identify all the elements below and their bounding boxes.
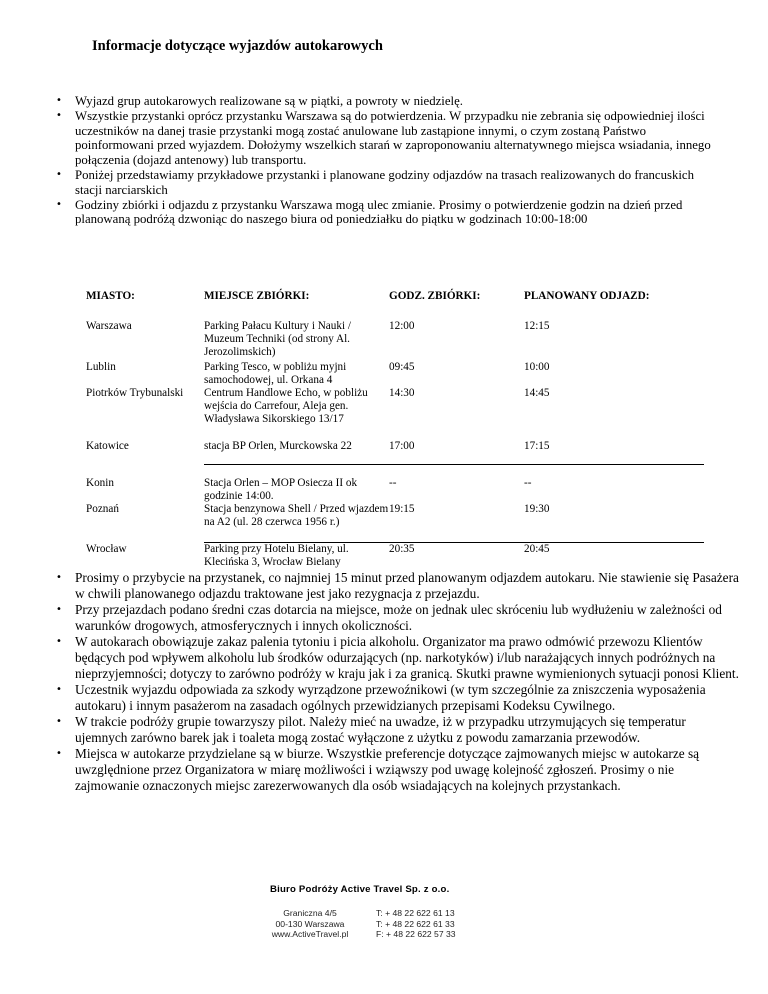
cell-depart: 20:45 [524, 543, 550, 555]
cell-city: Poznań [86, 503, 119, 515]
cell-depart: 12:15 [524, 320, 550, 332]
list-item: • W autokarach obowiązuje zakaz palenia tytoniu i picia alkoholu. Organizator ma prawo odmówić przewozu Klientów będących pod wpływem alkoholu lub środków odurzających (np. narkotyków) i/lub narażających innych podróżnych na nieprzyjemności; dotyczy to zarówno podróży w kraju jak i za granicą. Skutki prawne wymienionych sytuacji ponosi Klient. [75, 634, 740, 682]
company-name: Biuro Podróży Active Travel Sp. z o.o. [270, 884, 450, 895]
company-contacts [376, 908, 486, 940]
company-footer [270, 884, 456, 939]
cell-place: Parking Pałacu Kultury i Nauki / Muzeum Techniki (od strony Al. Jerozolimskich) [204, 320, 351, 358]
cell-place: Stacja benzynowa Shell / Przed wjazdem na A2 (ul. 28 czerwca 1956 r.) [204, 503, 389, 543]
cell-gather: 17:00 [389, 440, 524, 465]
cell-gather: 14:30 [389, 387, 415, 399]
table-row [86, 503, 704, 543]
list-item: • Miejsca w autokarze przydzielane są w biurze. Wszystkie preferencje dotyczące zajmowanych miejsc w autokarze są uwzględnione przez Organizatora w miarę możliwości i wziąwszy pod uwagę kolejność zgłoszeń. Prosimy o nie zajmowanie oznaczonych miejsc zarezerwowanych dla osób wsiadających na kolejnych przystankach. [75, 746, 740, 794]
table-row [86, 440, 704, 465]
website-link[interactable]: www.ActiveTravel.pl [271, 929, 349, 939]
list-item: • Przy przejazdach podano średni czas dotarcia na miejsce, może on jednak ulec skróceniu lub wydłużeniu w zależności od warunków drogowych, atmosferycznych i innych okoliczności. [75, 602, 740, 634]
cell-place: Parking Tesco, w pobliżu myjni samochodowej, ul. Orkana 4 [204, 361, 347, 386]
cell-place: stacja BP Orlen, Murckowska 22 [204, 440, 389, 465]
cell-place: Centrum Handlowe Echo, w pobliżu wejścia do Carrefour, Aleja gen. Władysława Sikorskiego 13/17 [204, 387, 368, 425]
header-gather-time: GODZ. ZBIÓRKI: [389, 290, 481, 302]
cell-depart: 17:15 [524, 440, 704, 465]
cell-place: Stacja Orlen – MOP Osiecza II ok godzinie 14:00. [204, 477, 358, 502]
page-title: Informacje dotyczące wyjazdów autokarowych [92, 38, 383, 54]
table-row [86, 361, 704, 387]
list-item: • Prosimy o przybycie na przystanek, co najmniej 15 minut przed planowanym odjazdem autokaru. Nie stawienie się Pasażera w chwili planowanego odjazdu traktowane jest jako rezygnacja z przejazdu. [75, 570, 740, 602]
cell-gather: 20:35 [389, 543, 415, 555]
address-city: 00-130 Warszawa [275, 918, 345, 929]
cell-city: Piotrków Trybunalski [86, 387, 184, 399]
header-place: MIEJSCE ZBIÓRKI: [204, 290, 310, 302]
cell-city: Lublin [86, 361, 116, 373]
list-item: • Wyjazd grup autokarowych realizowane są w piątki, a powroty w niedzielę. [75, 94, 720, 109]
cell-city: Katowice [86, 440, 129, 452]
phone-1: T: + 48 22 622 61 13 [376, 908, 455, 918]
header-city: MIASTO: [86, 290, 135, 302]
departure-schedule-table [86, 290, 704, 569]
phone-2: T: + 48 22 622 61 33 [376, 918, 455, 929]
header-departure-time: PLANOWANY ODJAZD: [524, 290, 650, 302]
cell-depart: 19:30 [524, 503, 704, 543]
list-item: • Wszystkie przystanki oprócz przystanku Warszawa są do potwierdzenia. W przypadku nie zebrania się odpowiedniej ilości uczestników na danej trasie przystanki mogą zostać anulowane lub zastąpione innymi, o czym zostaną Państwo poinformowani przed wyjazdem. Dołożymy wszelkich starań w zaproponowaniu alternatywnego miejsca wsiadania, innego połączenia (dojazd antenowy) lub transportu. [75, 109, 720, 168]
cell-depart: 10:00 [524, 361, 550, 373]
table-row [86, 387, 704, 440]
intro-bullet-list [75, 94, 720, 227]
table-row [86, 465, 704, 504]
list-item: • Uczestnik wyjazdu odpowiada za szkody wyrządzone przewoźnikowi (w tym szczególnie za zniszczenia wyposażenia autokaru) i innym pasażerom na zasadach ogólnych przewidzianych przepisami Kodeksu Cywilnego. [75, 682, 740, 714]
fax: F: + 48 22 622 57 33 [376, 929, 456, 939]
cell-gather: 19:15 [389, 503, 524, 543]
cell-gather: -- [389, 477, 397, 489]
notes-bullet-list [75, 570, 740, 794]
list-item: • W trakcie podróży grupie towarzyszy pilot. Należy mieć na uwadze, iż w przypadku utrzymujących się temperatur ujemnych zarówno barek jak i toaleta mogą zostać wyłączone z użytku z powodu zamarzania przewodów. [75, 714, 740, 746]
cell-city: Wrocław [86, 542, 127, 555]
cell-gather: 09:45 [389, 361, 415, 373]
cell-city: Konin [86, 476, 114, 489]
cell-depart: -- [524, 477, 532, 489]
address-street: Graniczna 4/5 [283, 908, 337, 918]
list-item: • Poniżej przedstawiamy przykładowe przystanki i planowane godziny odjazdów na trasach realizowanych do francuskich stacji narciarskich [75, 168, 720, 198]
cell-gather: 12:00 [389, 320, 415, 332]
cell-city: Warszawa [86, 320, 132, 332]
cell-depart: 14:45 [524, 387, 550, 399]
list-item: • Godziny zbiórki i odjazdu z przystanku Warszawa mogą ulec zmianie. Prosimy o potwierdzenie godzin na dzień przed planowaną podróżą dzwoniąc do naszego biura od poniedziałku do piątku w godzinach 10:00-18:00 [75, 198, 720, 228]
company-address [270, 908, 350, 940]
table-header-row [86, 290, 704, 320]
table-row [86, 320, 704, 361]
cell-place: Parking przy Hotelu Bielany, ul. Klecińska 3, Wrocław Bielany [204, 543, 349, 568]
table-row [86, 543, 704, 570]
